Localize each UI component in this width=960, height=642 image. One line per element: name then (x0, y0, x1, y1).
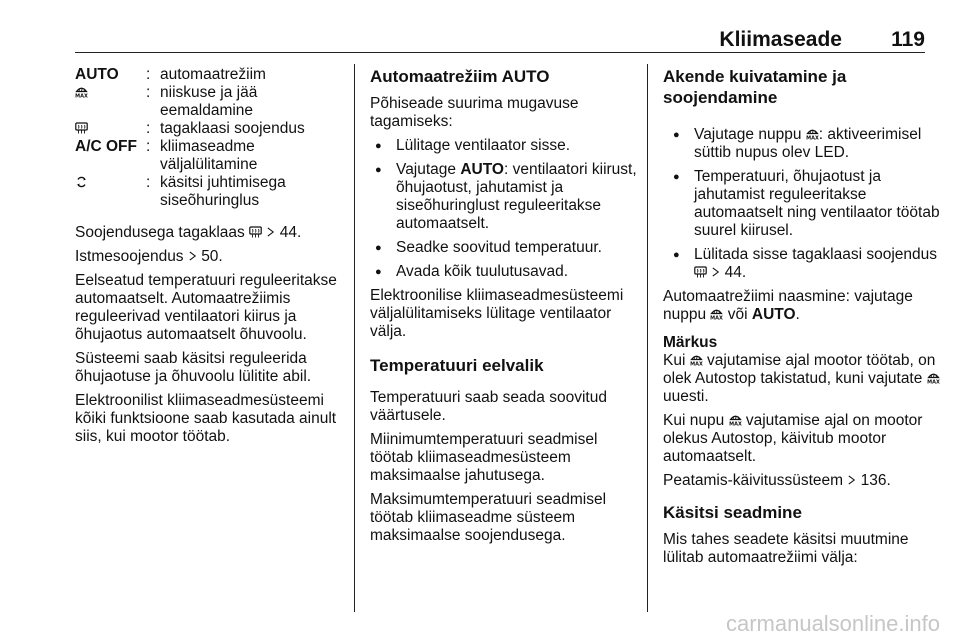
list-item: ● Vajutage AUTO: ventilaatori kiirust, õhujaotust, jahutamist ja siseõhuringlust reguleeritakse automaatselt. (370, 161, 638, 233)
bullet-list (663, 126, 943, 282)
list-item: ● Seadke soovitud temperatuur. (370, 239, 638, 257)
paragraph: Maksimumtemperatuuri seadmisel töötab kliimaseadme süsteem maksimaalse soojendusega. (370, 491, 607, 544)
paragraph: Istmesoojendus 50. (75, 248, 223, 265)
section-heading: Temperatuuri eelvalik (370, 356, 544, 375)
definition-term: AUTO (75, 66, 119, 83)
column-left (75, 66, 343, 452)
definition-row: : niiskuse ja jää eemaldamine (75, 84, 343, 120)
page-reference-icon (188, 250, 197, 262)
page-number: 119 (891, 28, 925, 51)
definition-row: AUTO : automaatrežiim (75, 66, 343, 84)
watermark: carmanualsonline.info (725, 611, 940, 636)
page-reference-icon (847, 474, 856, 486)
definition-desc: kliimaseadme väljalülitamine (160, 138, 258, 173)
paragraph: Soojendusega tagaklaas 44. (75, 224, 302, 241)
max-defrost-icon (690, 354, 703, 366)
paragraph: Temperatuuri saab seada soovitud väärtusele. (370, 389, 607, 424)
note-block (663, 334, 943, 490)
rear-window-heat-icon (694, 266, 707, 278)
list-item: ● Lülitage ventilaator sisse. (370, 137, 638, 155)
max-defrost-icon (806, 128, 819, 140)
paragraph: Miinimumtemperatuuri seadmisel töötab kliimaseadmesüsteem maksimaalse jahutusega. (370, 431, 598, 484)
definition-row: : tagaklaasi soojendus (75, 120, 343, 138)
note-title: Märkus (663, 334, 718, 351)
max-defrost-icon (75, 86, 88, 98)
definition-desc: automaatrežiim (160, 66, 266, 83)
list-item: ● Lülitada sisse tagaklaasi soojendus 44. (663, 246, 943, 282)
paragraph: Mis tahes seadete käsitsi muutmine lülitab automaatrežiimi välja: (663, 531, 909, 566)
paragraph: Elektroonilist kliimaseadmesüsteemi kõiki funktsioone saab kasutada ainult siis, kui mootor töötab. (75, 392, 337, 445)
definition-desc: niiskuse ja jää eemaldamine (160, 84, 258, 119)
section-heading: Akende kuivatamine ja soojendamine (663, 67, 847, 107)
paragraph: Kui vajutamise ajal mootor töötab, on olek Autostop takistatud, kuni vajutate uuesti. (663, 352, 943, 406)
page-reference-icon (711, 266, 720, 278)
max-defrost-icon (710, 308, 723, 320)
definition-term: A/C OFF (75, 138, 137, 155)
recirculation-icon (75, 176, 88, 188)
paragraph: Põhiseade suurima mugavuse tagamiseks: (370, 95, 579, 130)
list-item: ● Avada kõik tuulutusavad. (370, 263, 638, 281)
definition-desc: tagaklaasi soojendus (160, 120, 305, 137)
rear-window-heat-icon (249, 226, 262, 238)
paragraph: Kui nupu vajutamise ajal on mootor olekus Autostop, käivitub mootor automaatselt. (663, 412, 923, 465)
definition-row: : käsitsi juhtimisega siseõhuringlus (75, 174, 343, 210)
paragraph: Automaatrežiimi naasmine: vajutage nuppu või AUTO. (663, 288, 913, 323)
max-defrost-icon (729, 414, 742, 426)
column-divider (354, 64, 355, 612)
page-reference-icon (266, 226, 275, 238)
bullet-list (370, 137, 638, 281)
definition-row: A/C OFF : kliimaseadme väljalülitamine (75, 138, 343, 174)
page-header-title: Kliimaseade (719, 28, 842, 51)
definition-desc: käsitsi juhtimisega siseõhuringlus (160, 174, 286, 209)
column-middle (370, 66, 638, 551)
paragraph: Peatamis-käivitussüsteem 136. (663, 472, 891, 489)
column-right (663, 66, 943, 573)
max-defrost-icon (927, 372, 940, 384)
paragraph: Eelseatud temperatuuri reguleeritakse automaatselt. Automaatrežiimis reguleerivad ventilaatori kiirus ja õhujaotus automaatselt õhuvoolu. (75, 272, 337, 343)
list-item: ● Temperatuuri, õhujaotust ja jahutamist reguleeritakse automaatselt ning ventilaator töötab suurel kiirusel. (663, 168, 943, 240)
column-divider (647, 64, 648, 612)
paragraph: Elektroonilise kliimaseadmesüsteemi väljalülitamiseks lülitage ventilaator välja. (370, 287, 624, 340)
paragraph: Süsteemi saab käsitsi reguleerida õhujaotuse ja õhuvoolu lülitite abil. (75, 350, 312, 385)
rear-window-heat-icon (75, 122, 88, 134)
section-heading: Automaatrežiim AUTO (370, 67, 550, 86)
section-heading: Käsitsi seadmine (663, 503, 802, 522)
header-rule (75, 52, 925, 53)
list-item: ● Vajutage nuppu : aktiveerimisel süttib nupus olev LED. (663, 126, 943, 162)
